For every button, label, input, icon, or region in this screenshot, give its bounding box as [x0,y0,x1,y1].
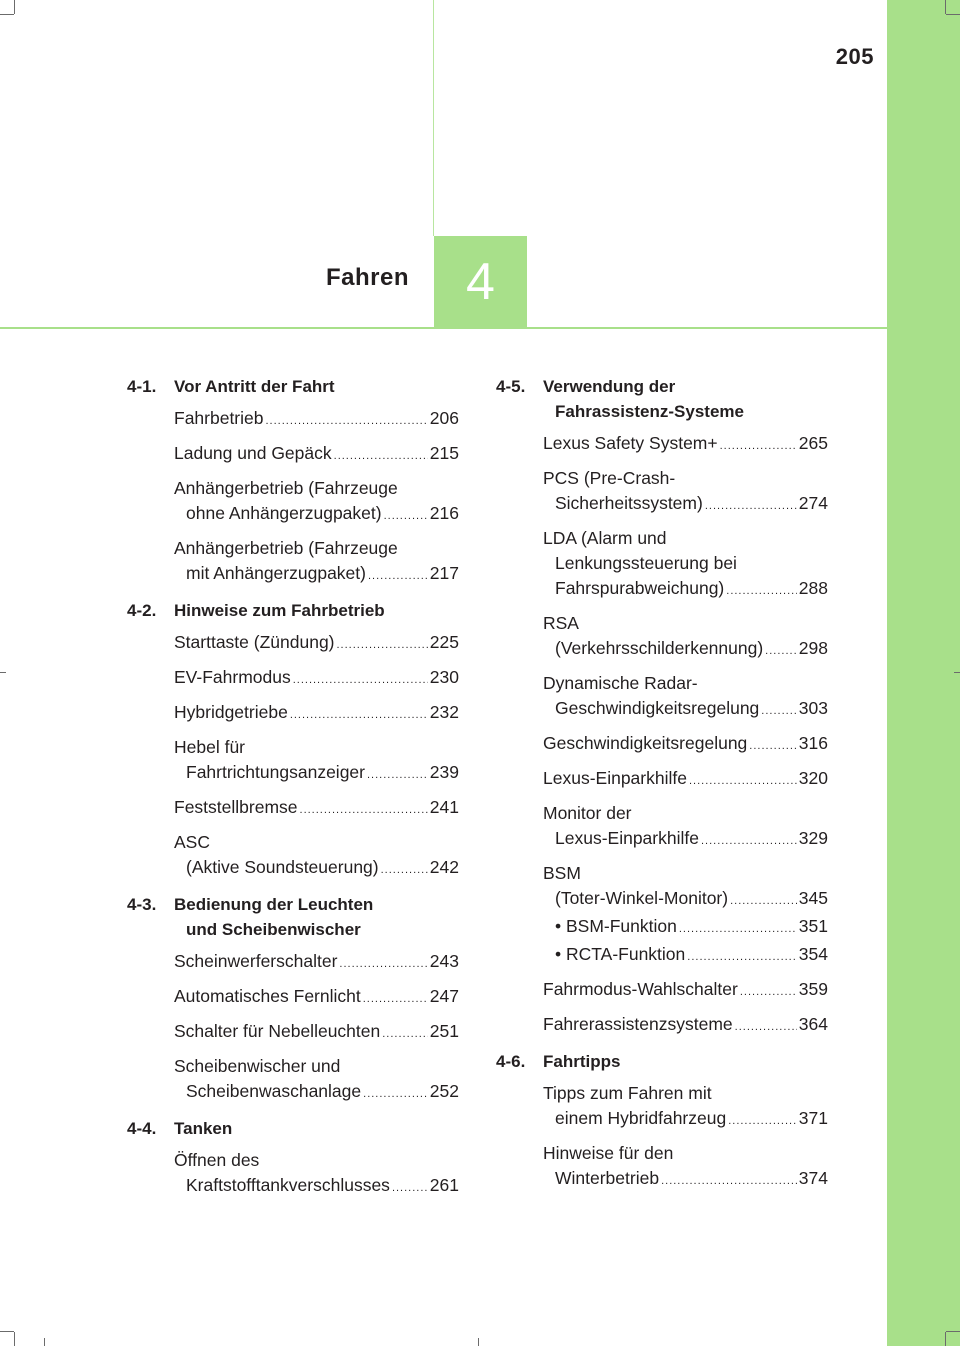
entry-row [174,1079,459,1107]
entry-row [174,441,459,469]
leader-dots [701,829,797,854]
section-title-line: Bedienung der Leuchten [174,895,374,914]
chapter-number-box [434,236,527,328]
page-reference[interactable]: 251 [429,1021,459,1041]
leader-dots [339,952,427,977]
entry-title: Sicherheitssystem) [555,493,703,513]
entry-title: Geschwindigkeitsregelung [543,733,748,753]
leader-dots [765,639,797,664]
entry-row [174,1173,459,1201]
leader-dots [363,1082,428,1107]
entry-row [543,1012,828,1040]
page-number: 205 [835,44,874,69]
toc-section [496,1049,828,1194]
toc-section [127,374,459,589]
page-reference[interactable]: 345 [798,888,828,908]
leader-dots [266,409,428,434]
section-heading [127,892,459,942]
leader-dots [300,798,428,823]
toc-entry[interactable] [496,1012,828,1040]
entry-row [543,1166,828,1194]
page-reference[interactable]: 215 [429,443,459,463]
page-reference[interactable]: 359 [798,979,828,999]
toc-entry[interactable] [127,1019,459,1047]
section-number: 4-4. [127,1119,157,1138]
entry-title: Scheinwerferschalter [174,951,338,971]
entry-title: Schalter für Nebelleuchten [174,1021,381,1041]
entry-title: Fahrtrichtungsanzeiger [186,762,365,782]
leader-dots [761,699,797,724]
page-reference[interactable]: 217 [429,563,459,583]
toc-left-column [127,374,459,1210]
sub-entry-title: • BSM-Funktion [555,916,677,936]
page-reference[interactable]: 364 [798,1014,828,1034]
leader-dots [728,1109,797,1134]
toc-entry[interactable] [127,984,459,1012]
section-title-line: und Scheibenwischer [186,920,361,939]
entry-row [543,886,828,914]
page-reference[interactable]: 225 [429,632,459,652]
toc-right-column [496,374,828,1203]
entry-text-line: BSM [543,863,581,883]
entry-title: Lexus-Einparkhilfe [543,768,687,788]
entry-title: Hybridgetriebe [174,702,288,722]
leader-dots [749,734,797,759]
entry-title: Feststellbremse [174,797,298,817]
entry-row [543,766,828,794]
section-title [174,1116,459,1141]
section-title [174,892,459,942]
toc-entry[interactable] [496,861,828,970]
page-reference[interactable]: 206 [429,408,459,428]
entry-row [543,431,828,459]
entry-text-line: RSA [543,613,579,633]
entry-title: Fahrmodus-Wahlschalter [543,979,738,999]
toc-entry[interactable] [496,801,828,854]
chapter-number: 4 [466,253,495,311]
toc-entry[interactable] [127,630,459,658]
crop-mark [0,14,14,15]
section-title-line: Tanken [174,1119,233,1138]
section-number: 4-1. [127,377,157,396]
section-title-line: Fahrtipps [543,1052,621,1071]
entry-title: Fahrspurabweichung) [555,578,725,598]
entry-row [174,855,459,883]
leader-dots [367,763,428,788]
toc-entry[interactable] [127,949,459,977]
entry-text-line: Lenkungssteuerung bei [555,553,737,573]
entry-row [174,630,459,658]
page-reference[interactable]: 265 [798,433,828,453]
entry-title: (Toter-Winkel-Monitor) [555,888,729,908]
entry-title: (Verkehrsschilderkennung) [555,638,764,658]
toc-entry[interactable] [496,766,828,794]
section-number: 4-2. [127,601,157,620]
page-reference[interactable]: 288 [798,578,828,598]
crop-mark [14,0,15,14]
section-title [543,1049,828,1074]
toc-entry[interactable] [496,431,828,459]
section-number: 4-5. [496,377,526,396]
entry-row [174,984,459,1012]
leader-dots [735,1015,797,1040]
chapter-title: Fahren [325,264,409,291]
leader-dots [368,564,428,589]
entry-title: Geschwindigkeitsregelung [555,698,760,718]
entry-title: Lexus Safety System+ [543,433,718,453]
entry-row [543,636,828,664]
page-reference[interactable]: 371 [798,1108,828,1128]
entry-row [543,1106,828,1134]
entry-title: Ladung und Gepäck [174,443,332,463]
leader-dots [381,858,428,883]
toc-entry[interactable] [496,671,828,724]
page-reference[interactable]: 239 [429,762,459,782]
leader-dots [705,494,797,519]
page-reference[interactable]: 351 [798,916,828,936]
leader-dots [689,769,797,794]
sub-entry-row[interactable] [543,942,828,970]
section-heading [127,1116,459,1141]
entry-title: ohne Anhängerzugpaket) [186,503,382,523]
leader-dots [720,434,797,459]
toc-entry[interactable] [127,665,459,693]
leader-dots [384,504,428,529]
toc-entry[interactable] [127,1148,459,1201]
crop-mark [478,1338,479,1346]
crop-mark [945,1332,946,1346]
entry-text-line: Anhängerbetrieb (Fahrzeuge [174,478,398,498]
page-reference[interactable]: 261 [429,1175,459,1195]
toc-entry[interactable] [127,700,459,728]
section-title [174,374,459,399]
section-heading [127,374,459,399]
section-title [174,598,459,623]
page-reference[interactable]: 320 [798,768,828,788]
side-tab-bar [887,0,960,1346]
entry-row [174,406,459,434]
leader-dots [290,703,428,728]
leader-dots [334,444,428,469]
page-reference[interactable]: 232 [429,702,459,722]
leader-dots [337,633,428,658]
entry-title: Scheibenwaschanlage [186,1081,362,1101]
section-title-line: Vor Antritt der Fahrt [174,377,335,396]
entry-row [174,700,459,728]
entry-text-line: LDA (Alarm und [543,528,667,548]
crop-mark [14,1332,15,1346]
section-title-line: Fahrassistenz-Systeme [555,402,744,421]
crop-mark [0,1331,14,1332]
entry-text-line: Hebel für [174,737,246,757]
section-title-line: Verwendung der [543,377,676,396]
leader-dots [740,980,797,1005]
section-heading [496,1049,828,1074]
page-reference[interactable]: 274 [798,493,828,513]
leader-dots [363,987,428,1012]
section-number: 4-3. [127,895,157,914]
entry-title: Lexus-Einparkhilfe [555,828,699,848]
entry-row [543,731,828,759]
page-reference[interactable]: 316 [798,733,828,753]
entry-title: Winterbetrieb [555,1168,660,1188]
leader-dots [661,1169,797,1194]
page-reference[interactable]: 303 [798,698,828,718]
entry-row [543,491,828,519]
crop-mark [946,14,960,15]
toc-entry[interactable] [127,830,459,883]
entry-title: Automatisches Fernlicht [174,986,361,1006]
toc-entry[interactable] [127,735,459,788]
entry-title: EV-Fahrmodus [174,667,291,687]
toc-section [127,598,459,883]
entry-text-line: Dynamische Radar- [543,673,698,693]
sub-entry-title: • RCTA-Funktion [555,944,686,964]
page-reference[interactable]: 374 [798,1168,828,1188]
entry-text-line: Scheibenwischer und [174,1056,341,1076]
crop-mark [946,1331,960,1332]
crop-mark [44,1338,45,1346]
entry-text-line: PCS (Pre-Crash- [543,468,676,488]
entry-title: Fahrbetrieb [174,408,264,428]
entry-text-line: Anhängerbetrieb (Fahrzeuge [174,538,398,558]
entry-row [174,501,459,529]
section-title [543,374,828,424]
entry-title: mit Anhängerzugpaket) [186,563,366,583]
crop-mark [954,672,960,673]
entry-row [174,561,459,589]
page-reference[interactable]: 242 [429,857,459,877]
toc-section [496,374,828,1040]
entry-title: Kraftstofftankverschlusses [186,1175,390,1195]
entry-text-line: Tipps zum Fahren mit [543,1083,712,1103]
entry-row [174,949,459,977]
section-heading [496,374,828,424]
toc-entry[interactable] [496,731,828,759]
toc-entry[interactable] [496,1141,828,1194]
entry-title: Starttaste (Zündung) [174,632,335,652]
entry-text-line: Hinweise für den [543,1143,674,1163]
page-reference[interactable]: 298 [798,638,828,658]
entry-row [174,760,459,788]
toc-entry[interactable] [127,1054,459,1107]
page-reference[interactable]: 247 [429,986,459,1006]
page-reference[interactable]: 252 [429,1081,459,1101]
leader-dots [687,945,797,970]
section-title-line: Hinweise zum Fahrbetrieb [174,601,385,620]
crop-mark [945,0,946,14]
section-number: 4-6. [496,1052,526,1071]
page-reference[interactable]: 329 [798,828,828,848]
toc-entry[interactable] [127,406,459,434]
leader-dots [730,889,797,914]
toc-entry[interactable] [496,611,828,664]
toc-entry[interactable] [127,795,459,823]
toc-entry[interactable] [496,977,828,1005]
entry-row [543,576,828,604]
entry-row [174,1019,459,1047]
entry-row [543,977,828,1005]
section-heading [127,598,459,623]
toc-entry[interactable] [496,526,828,604]
toc-section [127,1116,459,1201]
header-divider-vertical [433,0,434,236]
toc-entry[interactable] [127,536,459,589]
toc-section [127,892,459,1107]
toc-entry[interactable] [127,476,459,529]
entry-title: (Aktive Soundsteuerung) [186,857,379,877]
entry-title: einem Hybridfahrzeug [555,1108,727,1128]
leader-dots [679,917,797,942]
page-reference[interactable]: 243 [429,951,459,971]
page-reference[interactable]: 230 [429,667,459,687]
toc-entry[interactable] [127,441,459,469]
entry-text-line: ASC [174,832,210,852]
page-reference[interactable]: 354 [798,944,828,964]
entry-title: Fahrerassistenzsysteme [543,1014,733,1034]
leader-dots [382,1022,428,1047]
entry-text-line: Monitor der [543,803,632,823]
sub-entry-row[interactable] [543,914,828,942]
page-reference[interactable]: 241 [429,797,459,817]
leader-dots [293,668,428,693]
toc-entry[interactable] [496,466,828,519]
entry-row [174,665,459,693]
toc-entry[interactable] [496,1081,828,1134]
leader-dots [392,1176,428,1201]
crop-mark [0,672,6,673]
entry-row [174,795,459,823]
page-reference[interactable]: 216 [429,503,459,523]
leader-dots [726,579,797,604]
entry-row [543,826,828,854]
entry-text-line: Öffnen des [174,1150,260,1170]
entry-row [543,696,828,724]
